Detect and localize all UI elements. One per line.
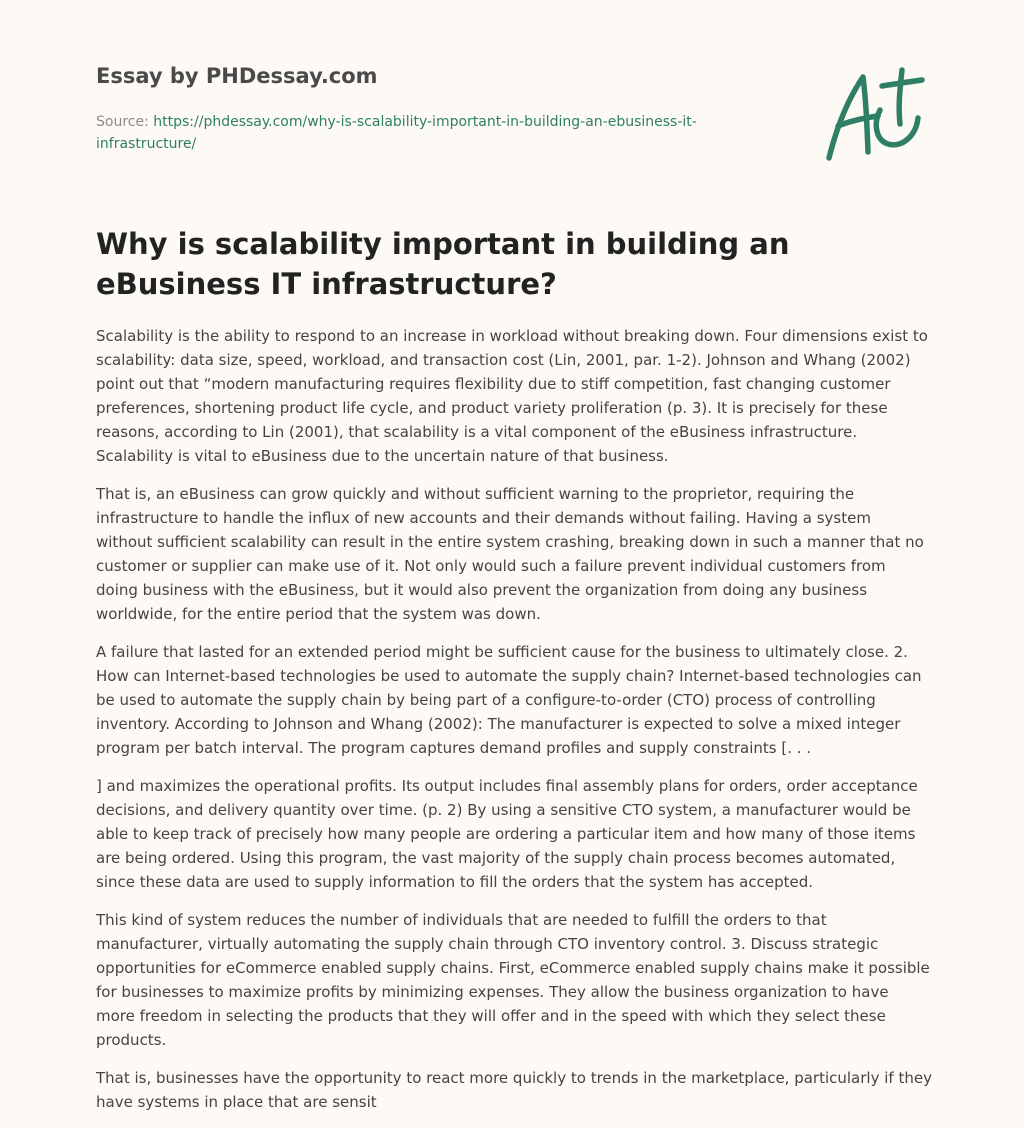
essay-paragraph: That is, an eBusiness can grow quickly and without sufficient warning to the proprietor, requiring the infrastructure to handle the influx of new accounts and their demands without failing. Having a system without sufficient scalability can result in the entire system crashing, breaking down in such a manner that no customer or supplier can make use of it. Not only would such a failure prevent individual customers from doing business with the eBusiness, but it would also prevent the organization from doing any business worldwide, for the entire period that the system was down. bbox=[96, 485, 924, 623]
a-plus-grade-icon bbox=[820, 66, 930, 166]
essay-title: Why is scalability important in building an eBusiness IT infrastructure? bbox=[96, 227, 790, 301]
source-link[interactable]: https://phdessay.com/why-is-scalability-important-in-building-an-ebusiness-it-infrastructure/ bbox=[96, 114, 697, 152]
source-label: Source: bbox=[96, 114, 149, 130]
site-title: Essay by PHDessay.com bbox=[96, 64, 378, 88]
source-line bbox=[96, 111, 796, 155]
essay-paragraph: That is, businesses have the opportunity to react more quickly to trends in the marketplace, particularly if they have systems in place that are sensit bbox=[96, 1069, 932, 1111]
essay-body bbox=[96, 324, 932, 1128]
essay-paragraph: A failure that lasted for an extended period might be sufficient cause for the business to ultimately close. 2. How can Internet-based technologies be used to automate the supply chain? Internet-based technologies can be used to automate the supply chain by being part of a configure-to-order (CTO) process of controlling inventory. According to Johnson and Whang (2002): The manufacturer is expected to solve a mixed integer program per batch interval. The program captures demand profiles and supply constraints [. . . bbox=[96, 643, 922, 757]
essay-paragraph: ] and maximizes the operational profits. Its output includes final assembly plans for orders, order acceptance decisions, and delivery quantity over time. (p. 2) By using a sensitive CTO system, a manufacturer would be able to keep track of precisely how many people are ordering a particular item and how many of those items are being ordered. Using this program, the vast majority of the supply chain process becomes automated, since these data are used to supply information to fill the orders that the system has accepted. bbox=[96, 777, 918, 891]
essay-paragraph: Scalability is the ability to respond to an increase in workload without breaking down. Four dimensions exist to scalability: data size, speed, workload, and transaction cost (Lin, 2001, par. 1-2). Johnson and Whang (2002) point out that “modern manufacturing requires flexibility due to stiff competition, fast changing customer preferences, shortening product life cycle, and product variety proliferation (p. 3). It is precisely for these reasons, according to Lin (2001), that scalability is a vital component of the eBusiness infrastructure. Scalability is vital to eBusiness due to the uncertain nature of that business. bbox=[96, 327, 928, 465]
essay-paragraph: This kind of system reduces the number of individuals that are needed to fulfill the orders to that manufacturer, virtually automating the supply chain through CTO inventory control. 3. Discuss strategic opportunities for eCommerce enabled supply chains. First, eCommerce enabled supply chains make it possible for businesses to maximize profits by minimizing expenses. They allow the business organization to have more freedom in selecting the products that they will offer and in the speed with which they select these products. bbox=[96, 911, 930, 1049]
